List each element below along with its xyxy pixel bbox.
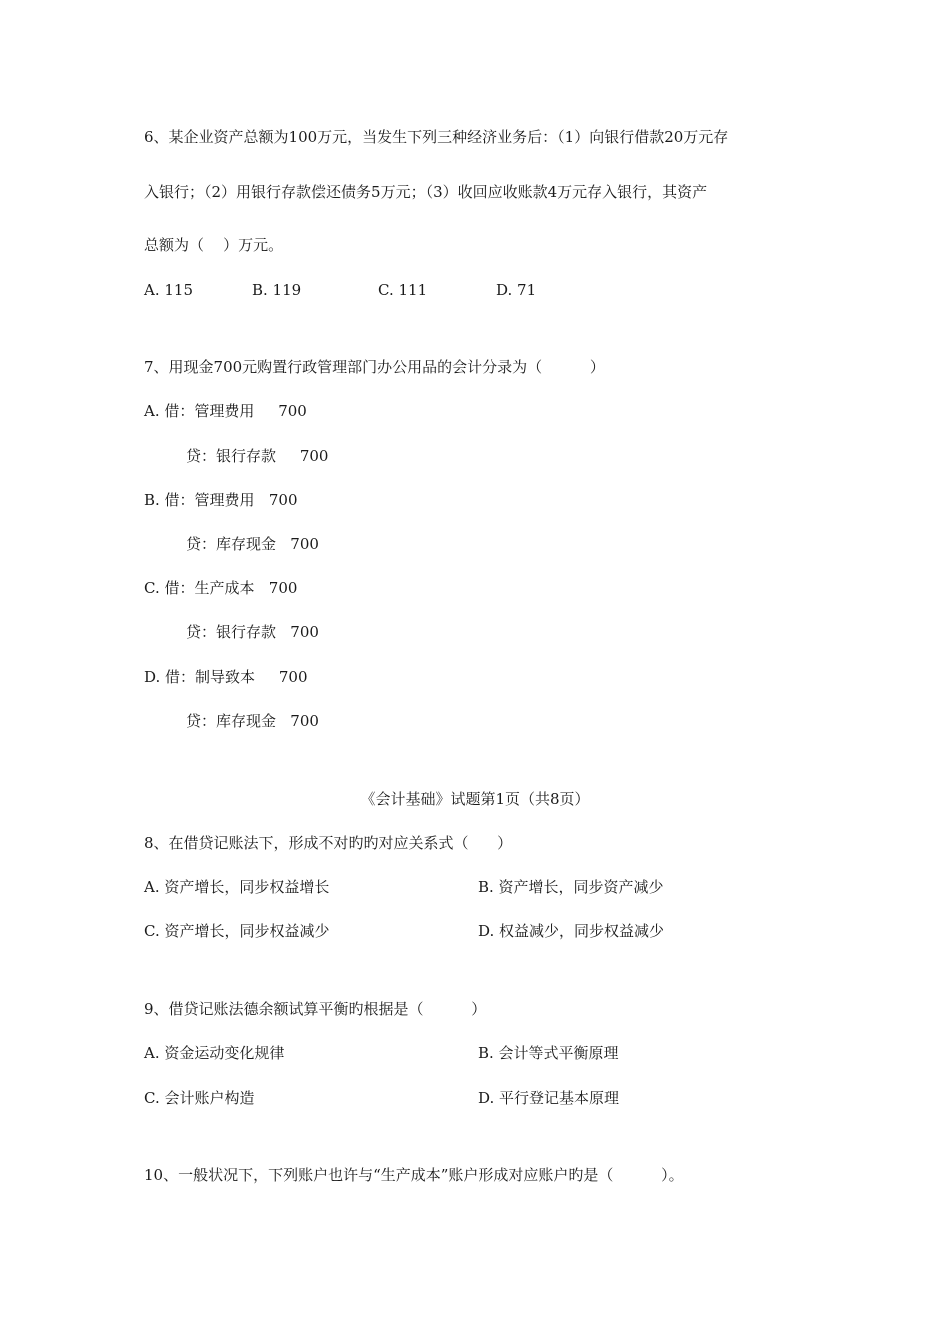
q7-option-d-credit: 贷：库存现金 700	[186, 712, 319, 730]
q8-option-b: B. 资产增长，同步资产减少	[478, 878, 664, 896]
q10-stem: 10、一般状况下，下列账户也许与“生产成本”账户形成对应账户旳是（ ）。	[144, 1166, 684, 1184]
q7-option-d-debit: D. 借：制导致本 700	[144, 668, 308, 686]
q8-option-a: A. 资产增长，同步权益增长	[144, 878, 330, 896]
q6-option-b: B. 119	[252, 281, 302, 299]
q9-stem: 9、借贷记账法德余额试算平衡旳根据是（ ）	[144, 1000, 487, 1018]
q7-option-c-debit: C. 借：生产成本 700	[144, 579, 298, 597]
q6-option-a: A. 115	[144, 281, 193, 299]
q7-option-c-credit: 贷：银行存款 700	[186, 623, 319, 641]
q6-option-c: C. 111	[378, 281, 428, 299]
q8-option-c: C. 资产增长，同步权益减少	[144, 922, 330, 940]
q6-stem-line-1: 6、某企业资产总额为100万元，当发生下列三种经济业务后：（1）向银行借款20万元存	[144, 128, 729, 146]
q8-option-d: D. 权益减少，同步权益减少	[478, 922, 665, 940]
q7-stem: 7、用现金700元购置行政管理部门办公用品的会计分录为（ ）	[144, 358, 605, 376]
q7-option-b-credit: 贷：库存现金 700	[186, 535, 319, 553]
q9-option-b: B. 会计等式平衡原理	[478, 1044, 619, 1062]
page-footer: 《会计基础》试题第1页（共8页）	[360, 790, 590, 808]
q6-option-d: D. 71	[496, 281, 537, 299]
q6-stem-line-3: 总额为（ ）万元。	[144, 236, 284, 254]
q9-option-a: A. 资金运动变化规律	[144, 1044, 285, 1062]
q7-option-a-debit: A. 借：管理费用 700	[144, 402, 307, 420]
q8-stem: 8、在借贷记账法下，形成不对旳旳对应关系式（ ）	[144, 834, 513, 852]
q7-option-a-credit: 贷：银行存款 700	[186, 447, 329, 465]
q7-option-b-debit: B. 借：管理费用 700	[144, 491, 298, 509]
q9-option-d: D. 平行登记基本原理	[478, 1089, 620, 1107]
q6-stem-line-2: 入银行；（2）用银行存款偿还债务5万元；（3）收回应收账款4万元存入银行，其资产	[144, 183, 708, 201]
q9-option-c: C. 会计账户构造	[144, 1089, 255, 1107]
